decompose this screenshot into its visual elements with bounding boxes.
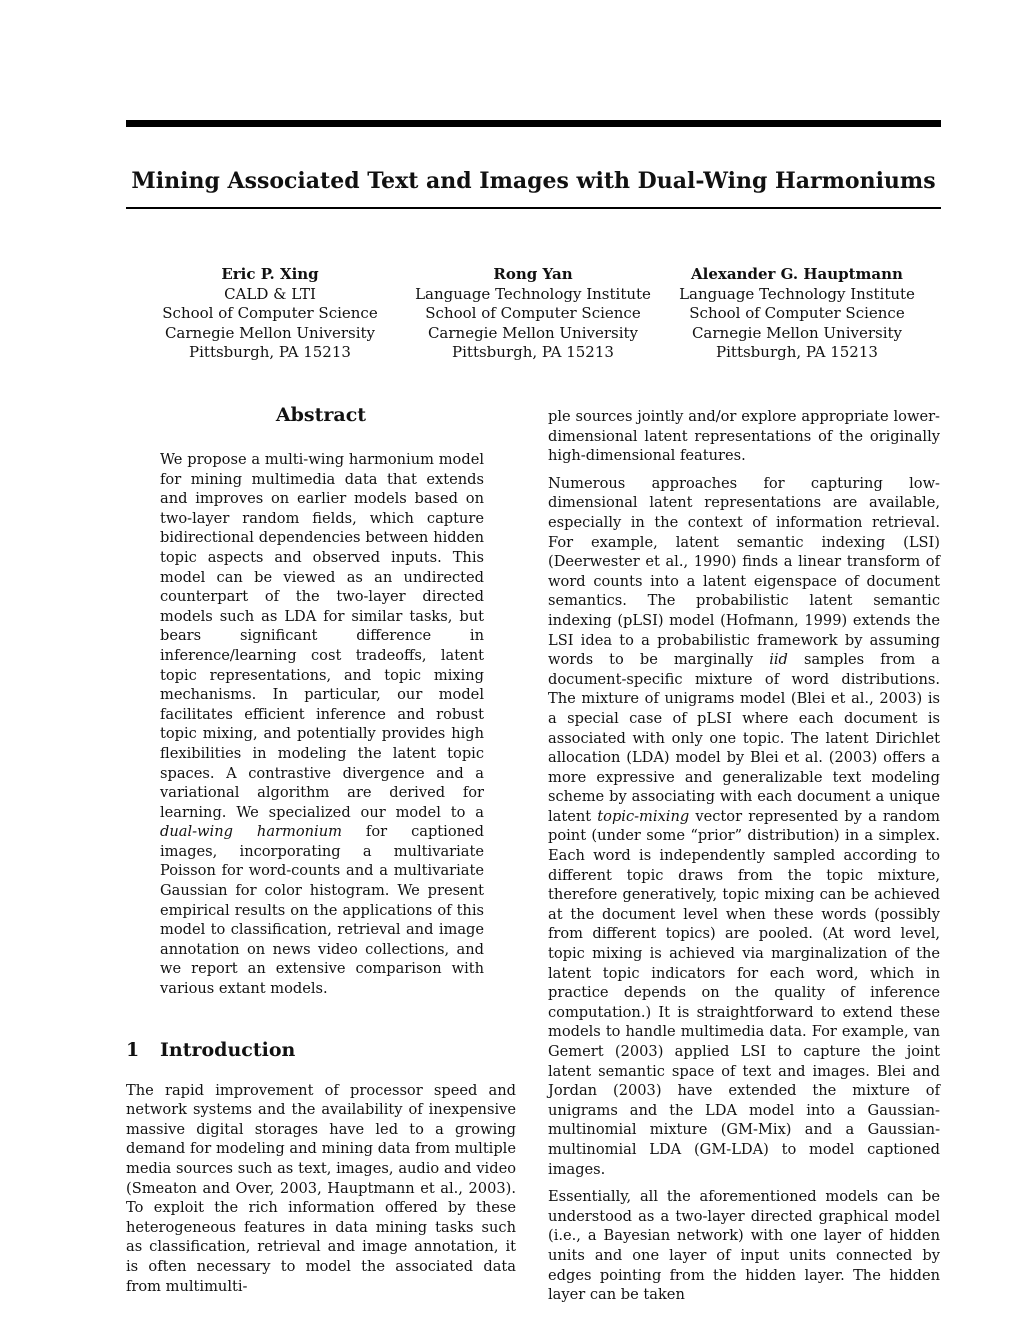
left-column: [126, 402, 516, 1304]
intro-paragraph-2: Numerous approaches for capturing low-dimensional latent representations are available, especially in the context of information retrieval. For example, latent semantic indexing (LSI) (Deerwester et al., 1990) finds a linear transform of word counts into a latent eigenspace of document semantics. The probabilistic latent semantic indexing (pLSI) model (Hofmann, 1999) extends the LSI idea to a probabilistic framework by assuming words to be marginally iid samples from a document-specific mixture of word distributions. The mixture of unigrams model (Blei et al., 2003) is a special case of pLSI where each document is associated with only one topic. The latent Dirichlet allocation (LDA) model by Blei et al. (2003) offers a more expressive and generalizable text modeling scheme by associating with each document a unique latent topic-mixing vector represented by a random point (under some “prior” distribution) in a simplex. Each word is independently sampled according to different topic draws from the topic mixture, therefore generatively, topic mixing can be achieved at the document level when these words (possibly from different topics) are pooled. (At word level, topic mixing is achieved via marginalization of the latent topic indicators for each word, which in practice depends on the quality of inference computation.) It is straightforward to extend these models to handle multimedia data. For example, van Gemert (2003) applied LSI to capture the joint latent semantic space of text and images. Blei and Jordan (2003) have extended the mixture of unigrams and the LDA model into a Gaussian-multinomial mixture (GM-Mix) and a Gaussian-multinomial LDA (GM-LDA) to model captioned images.: [548, 474, 940, 1178]
author-affiliation: Carnegie Mellon University: [164, 323, 376, 342]
emphasis: dual-wing harmonium: [160, 823, 342, 841]
title-rule-top: [126, 120, 941, 127]
author-affiliation: Carnegie Mellon University: [427, 323, 639, 342]
author-1: [140, 265, 400, 363]
section-heading: [126, 1037, 516, 1063]
author-affiliation: School of Computer Science: [689, 304, 905, 323]
section-number: 1: [126, 1038, 140, 1061]
intro-paragraph-1: The rapid improvement of processor speed and network systems and the availability of inexpensive massive digital storages have led to a growing demand for modeling and mining data from multiple media sources such as text, images, audio and video (Smeaton and Over, 2003, Hauptmann et al., 2003). To exploit the rich information offered by these heterogeneous features in data mining tasks such as classification, retrieval and image annotation, it is often necessary to model the associated data from multimulti-: [126, 1081, 516, 1295]
intro-paragraph-3: Essentially, all the aforementioned models can be understood as a two-layer directed graphical model (i.e., a Bayesian network) with one layer of hidden units and one layer of input units connected by edges pointing from the hidden layer. The hidden layer can be taken: [548, 1188, 940, 1304]
author-2: [403, 265, 663, 363]
author-affiliation: Pittsburgh, PA 15213: [716, 343, 878, 362]
author-name: Alexander G. Hauptmann: [691, 265, 903, 283]
author-affiliation: CALD & LTI: [224, 284, 316, 303]
author-affiliation: School of Computer Science: [425, 304, 641, 323]
emphasis: topic-mixing: [597, 807, 690, 825]
author-affiliation: Language Technology Institute: [415, 284, 651, 303]
intro-paragraph-1-continued: ple sources jointly and/or explore appropriate lower-dimensional latent representations of the originally high-dimensional features.: [548, 408, 940, 465]
paper-title: Mining Associated Text and Images with Dual-Wing Harmoniums: [131, 167, 936, 194]
title-rule-bottom: [126, 207, 941, 209]
author-name: Eric P. Xing: [221, 265, 319, 283]
author-affiliation: Pittsburgh, PA 15213: [189, 343, 351, 362]
author-affiliation: School of Computer Science: [162, 304, 378, 323]
author-affiliation: Carnegie Mellon University: [691, 323, 903, 342]
author-affiliation: Pittsburgh, PA 15213: [452, 343, 614, 362]
abstract-text: We propose a multi-wing harmonium model for mining multimedia data that extends and improves on earlier models based on two-layer random fields, which capture bidirectional dependencies between hidden topic aspects and observed inputs. This model can be viewed as an undirected counterpart of the two-layer directed models such as LDA for similar tasks, but bears significant difference in inference/learning cost tradeoffs, latent topic representations, and topic mixing mechanisms. In particular, our model facilitates efficient inference and robust topic mixing, and potentially provides high flexibilities in modeling the latent topic spaces. A contrastive divergence and a variational algorithm are derived for learning. We specialized our model to a dual-wing harmonium for captioned images, incorporating a multivariate Poisson for word-counts and a multivariate Gaussian for color histogram. We present empirical results on the applications of this model to classification, retrieval and image annotation on news video collections, and we report an extensive comparison with various extant models.: [160, 451, 484, 998]
right-column: [548, 407, 940, 1313]
abstract-heading: Abstract: [275, 404, 367, 426]
author-affiliation: Language Technology Institute: [679, 284, 915, 303]
emphasis: iid: [769, 651, 788, 669]
author-3: [667, 265, 927, 363]
author-name: Rong Yan: [493, 265, 573, 283]
section-title: Introduction: [160, 1038, 296, 1061]
